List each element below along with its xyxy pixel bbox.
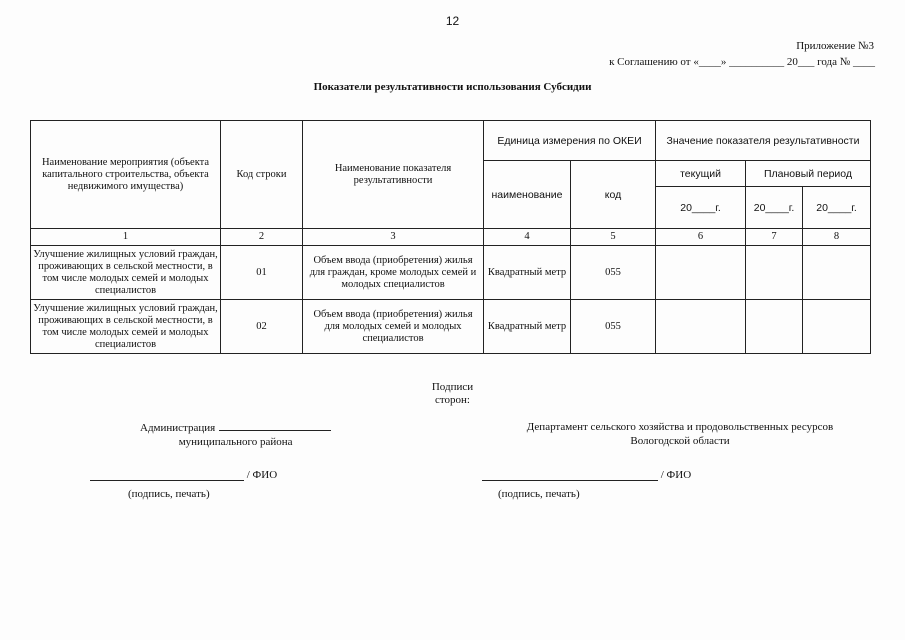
table-row [31,300,871,354]
left-signature-caption: (подпись, печать) [128,488,210,500]
department-label: Департамент сельского хозяйства и продовольственных ресурсов [526,421,834,433]
header-year-plan-1: 20____г. [746,187,803,229]
right-fio-label: / ФИО [660,469,692,481]
header-year-current: 20____г. [656,187,746,229]
administration-label: Администрация [140,422,216,434]
header-unit-code: код [571,161,656,229]
unit-code-cell: 055 [571,246,656,300]
column-number: 2 [221,229,303,246]
column-number: 1 [31,229,221,246]
row-code-cell: 02 [221,300,303,354]
unit-name-cell: Квадратный метр [484,300,571,354]
indicators-table [30,120,871,354]
signatures-heading [0,381,905,407]
left-signature-field [90,468,277,481]
signatures-heading-line2: сторон: [435,394,470,406]
header-indicator-name: Наименование показателя результативности [303,121,484,229]
header-year-plan-2: 20____г. [803,187,871,229]
department-party [480,420,880,448]
current-value-cell [656,300,746,354]
unit-code-cell: 055 [571,300,656,354]
plan-value-1-cell [746,246,803,300]
agreement-reference: к Соглашению от «____» __________ 20___ года № ____ [609,56,875,68]
right-signature-caption: (подпись, печать) [498,488,580,500]
header-okei-unit: Единица измерения по ОКЕИ [484,121,656,161]
administration-subtitle: муниципального района [178,436,293,448]
column-number: 6 [656,229,746,246]
column-number: 8 [803,229,871,246]
signatures-heading-line1: Подписи [431,381,474,393]
header-measure-name: Наименование мероприятия (объекта капитального строительства, объекта недвижимого имущества) [31,121,221,229]
appendix-label: Приложение №3 [796,40,874,52]
administration-name-line [219,420,331,431]
document-title: Показатели результативности использования Субсидии [313,81,592,93]
column-number: 4 [484,229,571,246]
column-number-row [31,229,871,246]
column-number: 7 [746,229,803,246]
header-row-code: Код строки [221,121,303,229]
header-indicator-value: Значение показателя результативности [656,121,871,161]
measure-name-cell: Улучшение жилищных условий граждан, проживающих в сельской местности, в том числе молодых семей и молодых специалистов [31,246,221,300]
department-region: Вологодской области [630,435,730,447]
unit-name-cell: Квадратный метр [484,246,571,300]
header-unit-name: наименование [484,161,571,229]
table-row [31,246,871,300]
column-number: 3 [303,229,484,246]
header-plan-period: Плановый период [746,161,871,187]
indicator-name-cell: Объем ввода (приобретения) жилья для молодых семей и молодых специалистов [303,300,484,354]
current-value-cell [656,246,746,300]
administration-party [140,420,331,449]
column-number: 5 [571,229,656,246]
plan-value-1-cell [746,300,803,354]
measure-name-cell: Улучшение жилищных условий граждан, проживающих в сельской местности, в том числе молодых семей и молодых специалистов [31,300,221,354]
left-fio-label: / ФИО [246,469,278,481]
header-current-year: текущий [656,161,746,187]
right-signature-line [482,468,658,481]
left-signature-line [90,468,244,481]
row-code-cell: 01 [221,246,303,300]
plan-value-2-cell [803,300,871,354]
plan-value-2-cell [803,246,871,300]
indicator-name-cell: Объем ввода (приобретения) жилья для граждан, кроме молодых семей и молодых специалистов [303,246,484,300]
right-signature-field [482,468,691,481]
page-number: 12 [445,14,460,28]
